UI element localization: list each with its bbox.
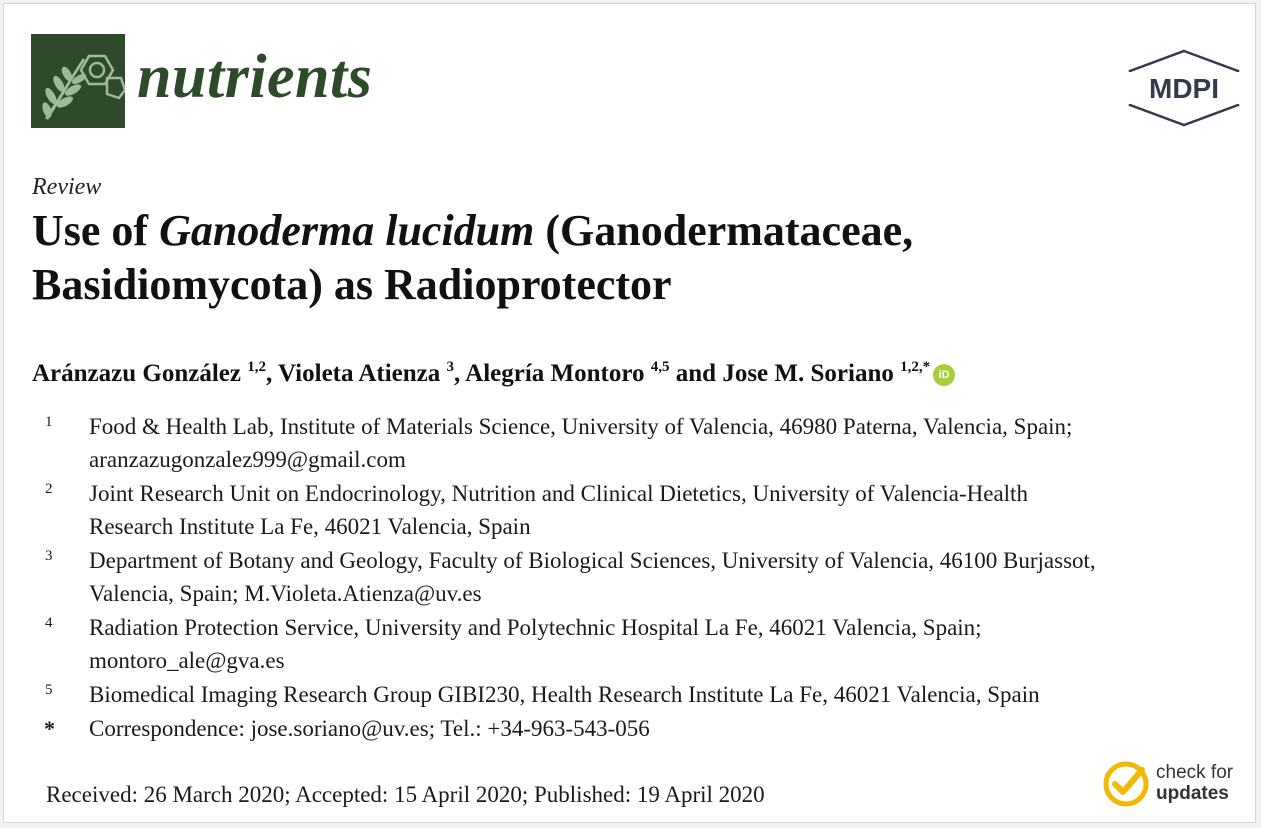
publication-dates: Received: 26 March 2020; Accepted: 15 April 2020; Published: 19 April 2020: [46, 782, 765, 807]
author-name: Jose M. Soriano: [722, 360, 894, 387]
author-affiliation-marks: 3: [446, 359, 455, 375]
orcid-icon[interactable]: iD: [933, 364, 955, 386]
check-for-updates-button[interactable]: [1102, 760, 1252, 810]
author-name: Violeta Atienza: [278, 360, 441, 387]
check-updates-label: updates: [1156, 783, 1229, 804]
checkmark-badge-icon: [1102, 760, 1150, 808]
affiliation-email[interactable]: aranzazugonzalez999@gmail.com: [89, 447, 406, 472]
affiliation-number: 4: [45, 615, 53, 631]
author-separator: and: [669, 360, 723, 387]
mdpi-logo: [1125, 48, 1243, 128]
author-affiliation-marks: 1,2,*: [900, 359, 931, 375]
author-name: Aránzazu González: [32, 360, 241, 387]
affiliation-item: [42, 410, 1252, 476]
wheat-hexagon-icon: [31, 34, 125, 128]
correspondence-text: Correspondence: jose.soriano@uv.es; Tel.: +34-963-543-056: [89, 716, 650, 741]
affiliation-list: [42, 410, 1252, 746]
affiliation-number: 3: [45, 548, 53, 564]
affiliation-line: Food & Health Lab, Institute of Materials Science, University of Valencia, 46980 Paterna, Valencia, Spain;: [89, 414, 1073, 439]
author-affiliation-marks: 1,2: [247, 359, 266, 375]
correspondence-mark: *: [44, 716, 55, 741]
article-title: [32, 204, 1212, 312]
affiliation-email[interactable]: montoro_ale@gva.es: [89, 648, 285, 673]
correspondence-item: [42, 712, 1252, 745]
publisher-name: MDPI: [1149, 73, 1219, 104]
author-list: [32, 360, 1212, 388]
affiliation-line: Department of Botany and Geology, Faculty of Biological Sciences, University of Valencia, 46100 Burjassot,: [89, 548, 1096, 573]
check-updates-label: check for: [1156, 762, 1234, 783]
affiliation-line: Biomedical Imaging Research Group GIBI230, Health Research Institute La Fe, 46021 Valencia, Spain: [89, 682, 1040, 707]
journal-name: nutrients: [137, 43, 373, 111]
article-type: Review: [32, 174, 102, 200]
affiliation-line: Radiation Protection Service, University and Polytechnic Hospital La Fe, 46021 Valencia, Spain;: [89, 615, 982, 640]
affiliation-line: Research Institute La Fe, 46021 Valencia, Spain: [89, 514, 531, 539]
title-segment: Use of: [32, 206, 160, 255]
author-affiliation-marks: 4,5: [650, 359, 670, 375]
affiliation-item: [42, 477, 1252, 543]
affiliation-number: 5: [45, 682, 53, 698]
affiliation-item: [42, 611, 1252, 677]
title-segment: Basidiomycota) as Radioprotector: [32, 260, 672, 309]
affiliation-number: 1: [45, 414, 53, 430]
title-segment: (Ganodermataceae,: [534, 206, 914, 255]
article-page: [3, 3, 1256, 823]
affiliation-item: [42, 544, 1252, 610]
affiliation-item: [42, 678, 1252, 711]
title-species: Ganoderma lucidum: [159, 206, 535, 255]
author-separator: ,: [265, 360, 279, 387]
author-name: Alegría Montoro: [465, 360, 645, 387]
affiliation-line: Joint Research Unit on Endocrinology, Nutrition and Clinical Dietetics, University of Valencia-Health: [89, 481, 1028, 506]
author-separator: ,: [454, 360, 466, 387]
affiliation-line: Valencia, Spain; M.Violeta.Atienza@uv.es: [89, 581, 482, 606]
affiliation-number: 2: [45, 481, 53, 497]
